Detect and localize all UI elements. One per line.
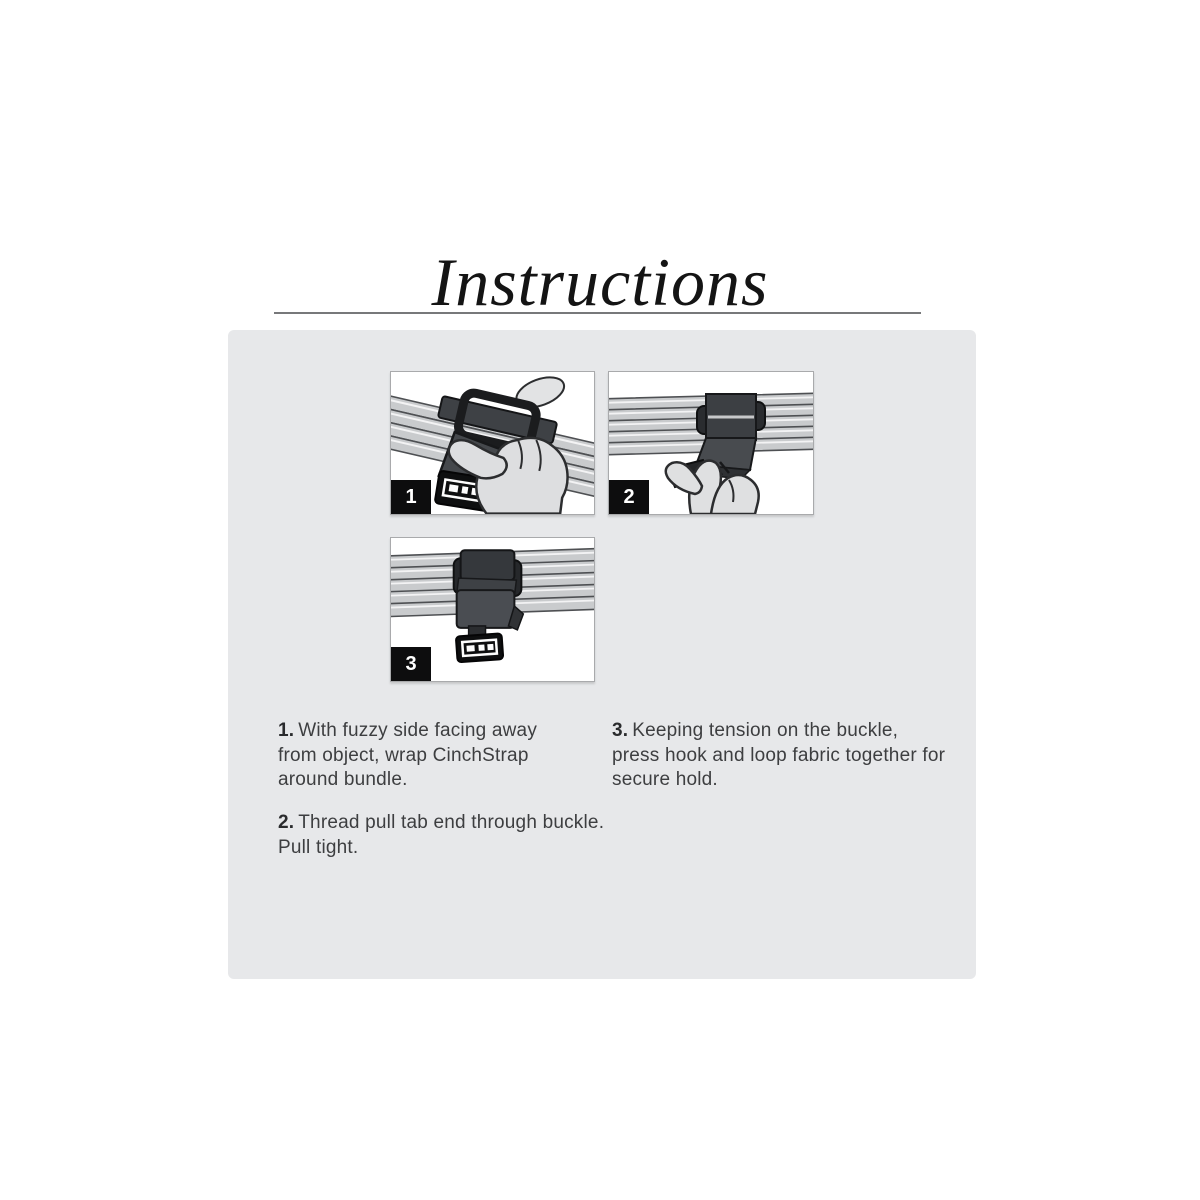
instructions-panel: [228, 330, 976, 979]
step2-body: Thread pull tab end through buckle. Pull tight.: [278, 812, 605, 858]
step3-number-badge: 3: [391, 647, 431, 681]
strap-tab: [456, 633, 503, 662]
step1-body: With fuzzy side facing away from object, wrap CinchStrap around bundle.: [278, 720, 538, 790]
step2-figure: [608, 371, 814, 515]
step2-number-badge: 2: [609, 480, 649, 514]
step3-text: [612, 719, 947, 793]
step3-body: Keeping tension on the buckle, press hook and loop fabric together for secure hold.: [612, 720, 946, 790]
strap-wrap: [454, 550, 524, 638]
step1-number-badge: 1: [391, 480, 431, 514]
step2-number: 2.: [278, 812, 295, 833]
step3-number: 3.: [612, 720, 629, 741]
step2-text: [278, 811, 628, 860]
step1-text: [278, 719, 568, 793]
step1-figure: [390, 371, 595, 515]
step1-number: 1.: [278, 720, 295, 741]
page-title: Instructions: [431, 244, 769, 320]
step3-figure: [390, 537, 595, 682]
